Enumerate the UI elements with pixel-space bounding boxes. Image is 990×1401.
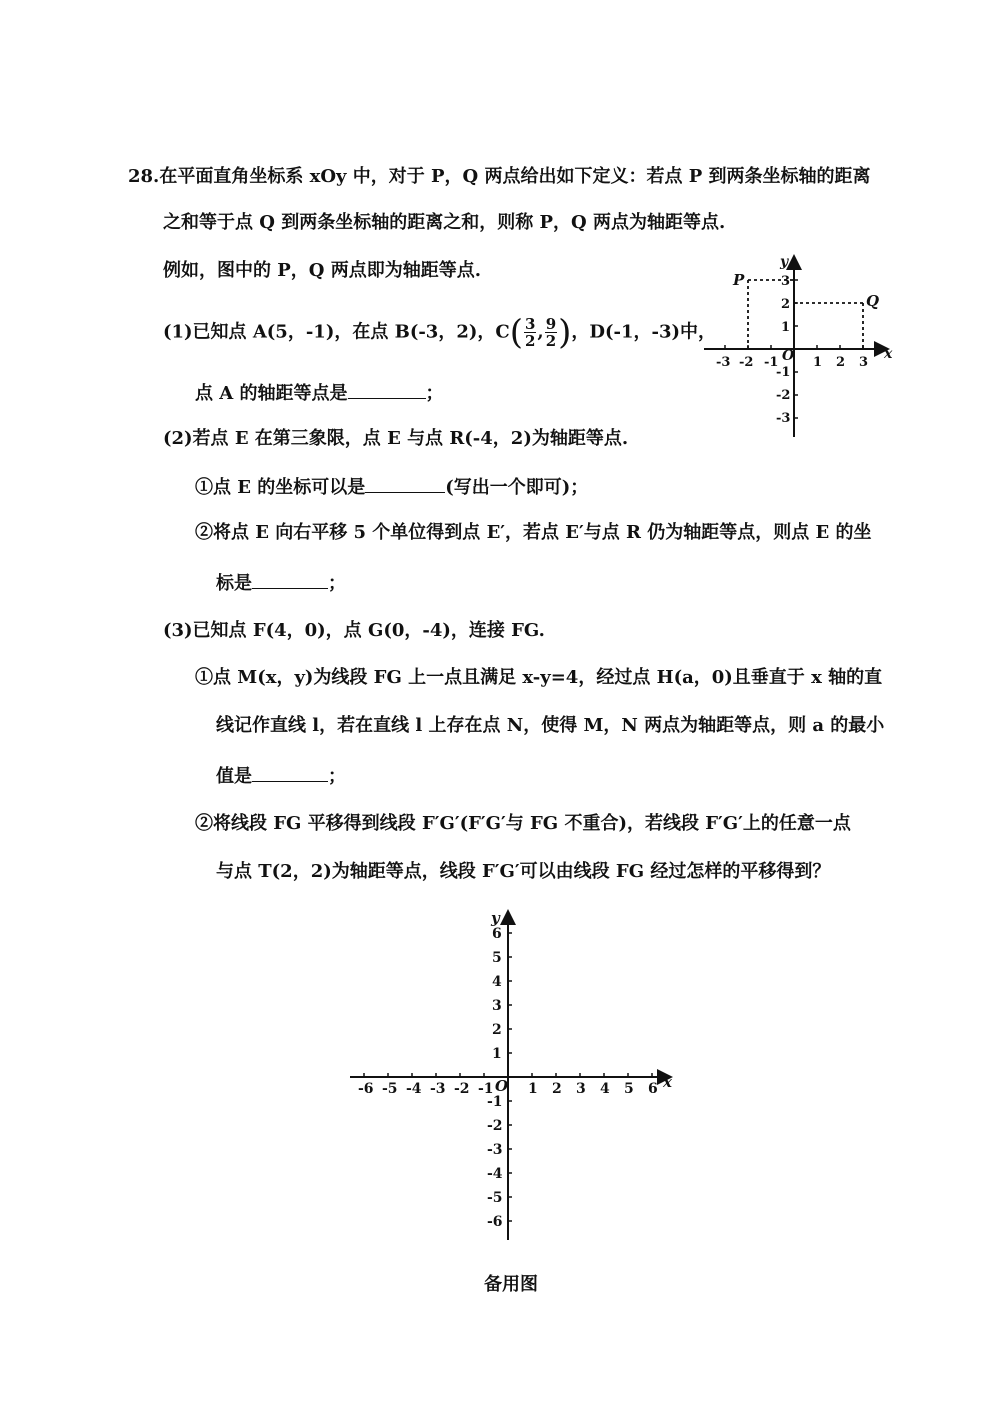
y-tick-label: 4 xyxy=(492,974,502,990)
x-tick-label: -5 xyxy=(382,1081,398,1097)
part1-prefix: (1)已知点 A(5，-1)，在点 B(-3，2)，C xyxy=(163,321,510,343)
x-tick-label: 6 xyxy=(648,1081,658,1097)
part2-2-line-b xyxy=(216,570,346,596)
part2-2-label: 标是 xyxy=(216,573,252,594)
part2-1-end: (写出一个即可)； xyxy=(445,477,589,498)
fraction-cy xyxy=(545,316,557,349)
part3-1-label: 值是 xyxy=(216,766,252,787)
x-tick-label: 2 xyxy=(552,1081,562,1097)
part3-1-line-a: ①点 M(x，y)为线段 FG 上一点且满足 x-y=4，经过点 H(a，0)且垂直于 x 轴的直 xyxy=(195,667,883,688)
right-paren: ) xyxy=(558,312,572,353)
frac-den: 2 xyxy=(524,332,536,350)
x-tick-label: 1 xyxy=(528,1081,538,1097)
x-tick-label: -4 xyxy=(406,1081,422,1097)
part2-2-line-a: ②将点 E 向右平移 5 个单位得到点 E′，若点 E′与点 R 仍为轴距等点，则点 E 的坐 xyxy=(195,522,872,543)
example-graph xyxy=(700,252,900,442)
point-q-label: Q xyxy=(866,292,880,310)
point-p-label: P xyxy=(733,271,745,289)
part2-1-line xyxy=(195,474,588,500)
y-tick-label: -4 xyxy=(487,1166,503,1182)
fraction-cx xyxy=(524,316,536,349)
part3-2-line-b: 与点 T(2，2)为轴距等点，线段 F′G′可以由线段 FG 经过怎样的平移得到？ xyxy=(216,861,831,882)
intro-text-2: 之和等于点 Q 到两条坐标轴的距离之和，则称 P，Q 两点为轴距等点. xyxy=(163,212,726,233)
backup-graph xyxy=(345,905,685,1245)
x-tick-label: 3 xyxy=(576,1081,586,1097)
part3-1-line-c xyxy=(216,763,346,789)
problem-intro-line1 xyxy=(128,165,871,189)
x-tick-label: 4 xyxy=(600,1081,610,1097)
y-tick-label: -5 xyxy=(487,1190,503,1206)
big-origin: O xyxy=(495,1077,509,1095)
y-tick-label: 1 xyxy=(492,1046,502,1062)
example-text: 例如，图中的 P，Q 两点即为轴距等点. xyxy=(163,260,482,281)
intro-text-1: 在平面直角坐标系 xOy 中，对于 P，Q 两点给出如下定义：若点 P 到两条坐标轴的距离 xyxy=(159,166,871,187)
part2-intro: (2)若点 E 在第三象限，点 E 与点 R(-4，2)为轴距等点. xyxy=(163,428,629,449)
semicolon: ； xyxy=(425,383,444,404)
x-tick-label: 5 xyxy=(624,1081,634,1097)
part3-intro: (3)已知点 F(4，0)，点 G(0，-4)，连接 FG. xyxy=(163,620,545,641)
x-tick-label: -2 xyxy=(739,355,754,370)
x-tick-label: 2 xyxy=(836,355,846,370)
part3-1-line-b: 线记作直线 l，若在直线 l 上存在点 N，使得 M，N 两点为轴距等点，则 a 的最小 xyxy=(216,715,885,736)
y-tick-label: -2 xyxy=(487,1118,503,1134)
part1-answer-line xyxy=(195,380,444,406)
part1-suffix: ，D(-1，-3)中， xyxy=(571,321,717,343)
big-y-label: y xyxy=(491,909,500,927)
y-tick-label: 2 xyxy=(781,297,791,312)
y-tick-label: 1 xyxy=(781,320,791,335)
y-tick-label: -1 xyxy=(776,365,791,380)
part1-answer-label: 点 A 的轴距等点是 xyxy=(195,383,348,404)
x-tick-label: 1 xyxy=(813,355,823,370)
x-tick-label: -3 xyxy=(716,355,731,370)
y-tick-label: -1 xyxy=(487,1094,503,1110)
big-x-label: x xyxy=(663,1073,672,1091)
x-tick-label: -1 xyxy=(764,355,779,370)
answer-blank[interactable] xyxy=(252,763,328,782)
x-tick-label: 3 xyxy=(859,355,869,370)
frac-num: 3 xyxy=(524,315,536,333)
x-tick-label: -6 xyxy=(358,1081,374,1097)
part2-1-label: ①点 E 的坐标可以是 xyxy=(195,477,366,498)
y-tick-label: 5 xyxy=(492,950,502,966)
y-tick-label: 2 xyxy=(492,1022,502,1038)
y-tick-label: 6 xyxy=(492,926,502,942)
y-tick-label: -3 xyxy=(487,1142,503,1158)
frac-den: 2 xyxy=(545,332,557,350)
semicolon: ； xyxy=(328,766,346,787)
graph-caption: 备用图 xyxy=(484,1274,538,1295)
y-tick-label: 3 xyxy=(492,998,502,1014)
x-tick-label: -3 xyxy=(430,1081,446,1097)
part3-2-line-a: ②将线段 FG 平移得到线段 F′G′(F′G′与 FG 不重合)，若线段 F′G′上的任意一点 xyxy=(195,813,851,834)
part1-line: (1)已知点 A(5，-1)，在点 B(-3，2)，C( $\frac{3}{2}$ , $\frac{9}{2}$ )，D(-1，-3)中， xyxy=(163,312,717,353)
semicolon: ； xyxy=(328,573,346,594)
answer-blank[interactable] xyxy=(252,570,328,589)
small-y-label: y xyxy=(780,254,789,270)
y-tick-label: -6 xyxy=(487,1214,503,1230)
left-paren: ( xyxy=(509,312,523,353)
small-x-label: x xyxy=(884,346,893,362)
problem-number: 28. xyxy=(128,166,160,187)
frac-num: 9 xyxy=(545,315,557,333)
y-tick-label: -2 xyxy=(776,388,791,403)
y-tick-label: -3 xyxy=(776,411,791,426)
answer-blank[interactable] xyxy=(348,380,426,399)
y-tick-label: 3 xyxy=(781,274,791,289)
x-tick-label: -2 xyxy=(454,1081,470,1097)
x-tick-label: -1 xyxy=(478,1081,494,1097)
small-origin: O xyxy=(782,348,795,364)
answer-blank[interactable] xyxy=(365,474,445,493)
